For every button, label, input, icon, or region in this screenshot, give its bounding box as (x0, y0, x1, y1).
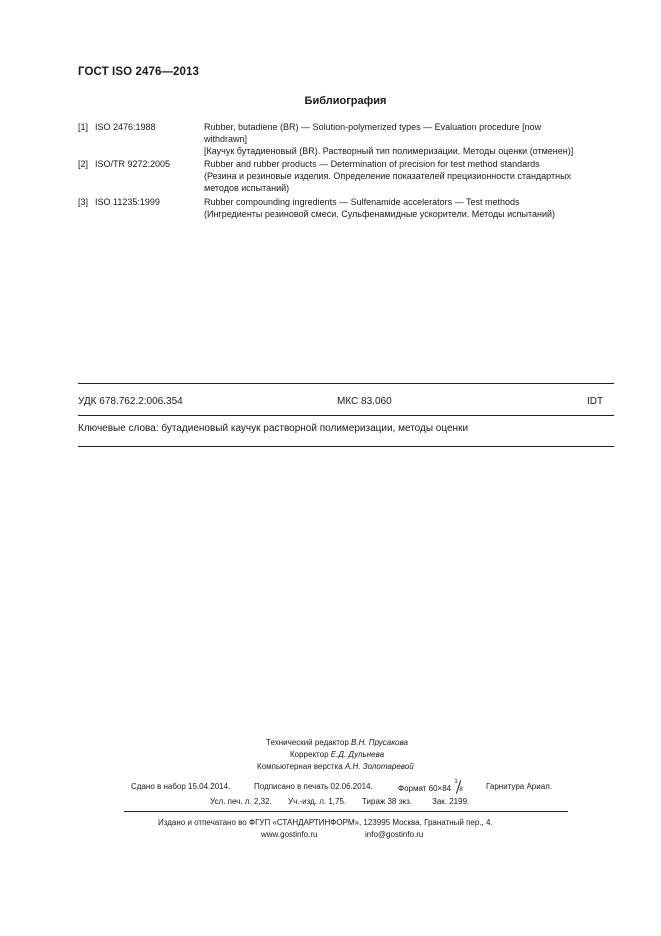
mks-code: МКС 83.060 (337, 396, 392, 407)
credit-person: Е.Д. Дульнева (330, 750, 385, 759)
entry-line: [Каучук бутадиеновый (BR). Растворный тип полимеризации. Методы оценки (отменен)] (204, 145, 574, 156)
entry-text (204, 197, 614, 221)
entry-number: [1] (78, 122, 89, 132)
entry-line: (Ингредиенты резиновой смеси. Сульфенамидные ускорители. Методы испытаний) (204, 208, 556, 219)
top-divider (78, 383, 614, 384)
entry-number: [2] (78, 159, 89, 169)
udc-code: УДК 678.762.2:006.354 (78, 396, 183, 407)
entry-text (204, 122, 614, 157)
format-fraction (453, 779, 465, 794)
format-size-x: ×84 (437, 784, 452, 793)
entry-line: Rubber, butadiene (BR) — Solution-polymerized types — Evaluation procedure [now (204, 122, 542, 132)
fraction-denominator: 8 (459, 787, 463, 793)
credit-person: В.Н. Прусакова (351, 738, 408, 747)
entry-line: Rubber compounding ingredients — Sulfenamide accelerators — Test methods (204, 197, 520, 207)
print-font: Гарнитура Ариал. (486, 782, 553, 791)
bibliography-title: Библиография (304, 95, 387, 107)
print-submitted: Сдано в набор 15.04.2014. (131, 782, 231, 791)
credit-line (266, 737, 408, 750)
publisher-email[interactable]: info@gostinfo.ru (365, 830, 424, 839)
entry-line: Rubber and rubber products — Determination of precision for test method standards (204, 159, 540, 169)
credit-role: Компьютерная верстка (257, 762, 343, 771)
middle-divider (78, 415, 614, 416)
print-format (398, 779, 465, 794)
entry-line: (Резина и резиновые изделия. Определение показателей прецизионности стандартных (204, 170, 572, 181)
publisher-divider (124, 811, 568, 812)
format-size: Формат 60 (398, 784, 438, 793)
credit-role: Корректор (290, 750, 329, 759)
print-signed: Подписано в печать 02.06.2014. (254, 782, 373, 791)
credit-line (257, 761, 414, 774)
idt-label: IDT (587, 396, 604, 407)
credit-line (290, 749, 384, 762)
publisher-website[interactable]: www.gostinfo.ru (261, 830, 318, 839)
print-sheets: Усл. печ. л. 2,32. (210, 797, 272, 806)
keywords: Ключевые слова: бутадиеновый каучук растворной полимеризации, методы оценки (78, 423, 469, 434)
entry-standard-code: ISO 2476:1988 (95, 122, 156, 132)
fraction-numerator: 1 (454, 779, 458, 785)
entry-line: методов испытаний) (204, 182, 290, 193)
print-run: Тираж 38 экз. (362, 797, 413, 806)
print-pub-sheets: Уч.-изд. л. 1,75. (288, 797, 347, 806)
entry-standard-code: ISO 11235:1999 (95, 197, 160, 207)
entry-number: [3] (78, 197, 89, 207)
entry-line: withdrawn] (204, 133, 248, 144)
credit-person: А.Н. Золотаревой (344, 762, 414, 771)
publisher-line: Издано и отпечатано во ФГУП «СТАНДАРТИНФОРМ», 123995 Москва, Гранатный пер., 4. (158, 818, 493, 827)
credit-role: Технический редактор (266, 738, 349, 747)
entry-standard-code: ISO/TR 9272:2005 (95, 159, 171, 169)
document-code: ГОСТ ISO 2476—2013 (78, 66, 200, 78)
print-order: Зак. 2199. (432, 797, 470, 806)
entry-text (204, 159, 614, 194)
bottom-divider (78, 446, 614, 447)
